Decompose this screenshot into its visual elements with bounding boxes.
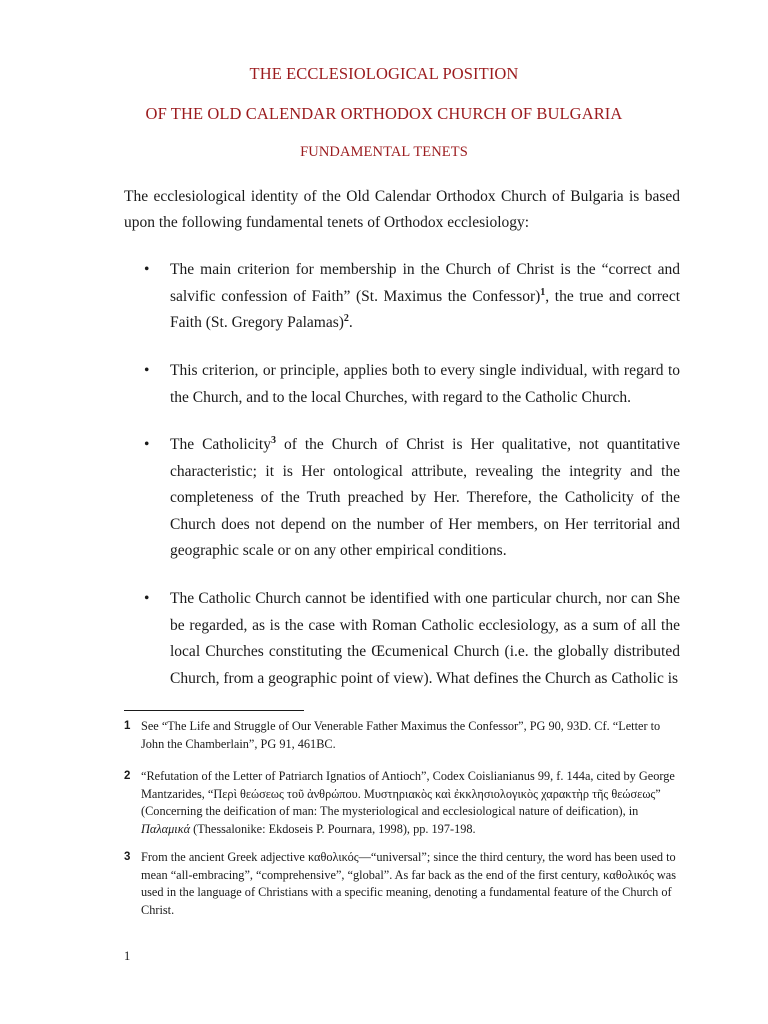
- bullet-text: This criterion, or principle, applies both to every single individual, with regard to the Church, and to the local Churches, with regard to the Catholic Church.: [170, 362, 680, 406]
- footnote-2: [124, 768, 680, 838]
- bullet-text-part: The Catholicity: [170, 436, 271, 453]
- intro-paragraph: The ecclesiological identity of the Old Calendar Orthodox Church of Bulgaria is based upon the following fundamental tenets of Orthodox ecclesiology:: [124, 188, 680, 231]
- bullet-text-part: The main criterion for membership in the Church of Christ is the “correct and salvific confession of Faith” (St. Maximus the Confessor): [170, 261, 680, 305]
- bullet-text-part: , the true and correct Faith (St. Gregory Palamas): [170, 287, 681, 331]
- footnote-text-part: (Thessalonike: Ekdoseis P. Pournara, 1998), pp. 197-198.: [190, 821, 476, 836]
- footnote-text: See “The Life and Struggle of Our Venerable Father Maximus the Confessor”, PG 90, 93D. Cf. “Letter to John the Chamberlain”, PG 91, 461BC.: [141, 719, 661, 751]
- subtitle-fundamental-tenets: FUNDAMENTAL TENETS: [300, 144, 468, 160]
- footnote-1: [124, 718, 680, 753]
- title-line-2: OF THE OLD CALENDAR ORTHODOX CHURCH OF BULGARIA: [145, 104, 623, 123]
- footnote-ref-1[interactable]: 1: [540, 286, 546, 298]
- bullet-dot: •: [144, 590, 150, 607]
- bullet-text: The Catholic Church cannot be identified with one particular church, nor can She be regarded, as is the case with Roman Catholic ecclesiology, as a sum of all the local Churches constituting the Œcumenical Church (i.e. the globally distributed Church, from a geographic point of view). What defines the Church as Catholic is: [170, 590, 680, 687]
- bullet-text: [170, 257, 680, 337]
- footnote-text: From the ancient Greek adjective καθολικός—“universal”; since the third century, the word has been used to mean “all-embracing”, “comprehensive”, “global”. As far back as the end of the first century, καθολικός was used in the language of Christians with a specific meaning, denoting a fundamental feature of the Church of Christ.: [141, 850, 677, 917]
- bullet-item-3: [124, 432, 680, 565]
- footnote-ref-2[interactable]: 2: [343, 312, 349, 324]
- footnote-3: [124, 849, 680, 919]
- bullet-item-2: [124, 358, 680, 411]
- bullet-text-part: of the Church of Christ is Her qualitative, not quantitative characteristic; it is Her ontological attribute, revealing the integrity and the completeness of the Truth preached by Her. Therefore, the Catholicity of the Church does not depend on the number of Her members, on Her territorial and geographic scale or on any other empirical conditions.: [170, 436, 680, 559]
- bullet-item-4: [124, 586, 680, 692]
- footnote-number: 1: [124, 720, 131, 732]
- footnote-separator: [124, 710, 304, 711]
- title-line-1: THE ECCLESIOLOGICAL POSITION: [249, 64, 519, 83]
- footnote-italic-title: Παλαμικά: [141, 821, 191, 836]
- bullet-item-1: [124, 257, 680, 337]
- bullet-dot: •: [144, 362, 150, 379]
- bullet-text: [170, 432, 680, 565]
- footnote-text: [141, 768, 680, 838]
- footnote-number: 2: [124, 770, 131, 782]
- bullet-dot: •: [144, 436, 150, 453]
- bullet-dot: •: [144, 261, 150, 278]
- footnote-text-part: “Refutation of the Letter of Patriarch Ignatios of Antioch”, Codex Coislianianus 99, f. 144a, cited by George Mantzarides, “Περὶ θεώσεως τοῦ ἀνθρώπου. Μυστηριακὸς καὶ ἐκκλησιολογικὸς χαρακτὴρ τῆς θεώσεως” (Concerning the deification of man: The mysteriological and ecclesiological nature of deification), in: [141, 769, 675, 818]
- footnote-ref-3[interactable]: 3: [270, 434, 276, 446]
- bullet-text-part: .: [348, 314, 353, 331]
- page-number: 1: [124, 949, 131, 963]
- footnote-number: 3: [124, 851, 131, 863]
